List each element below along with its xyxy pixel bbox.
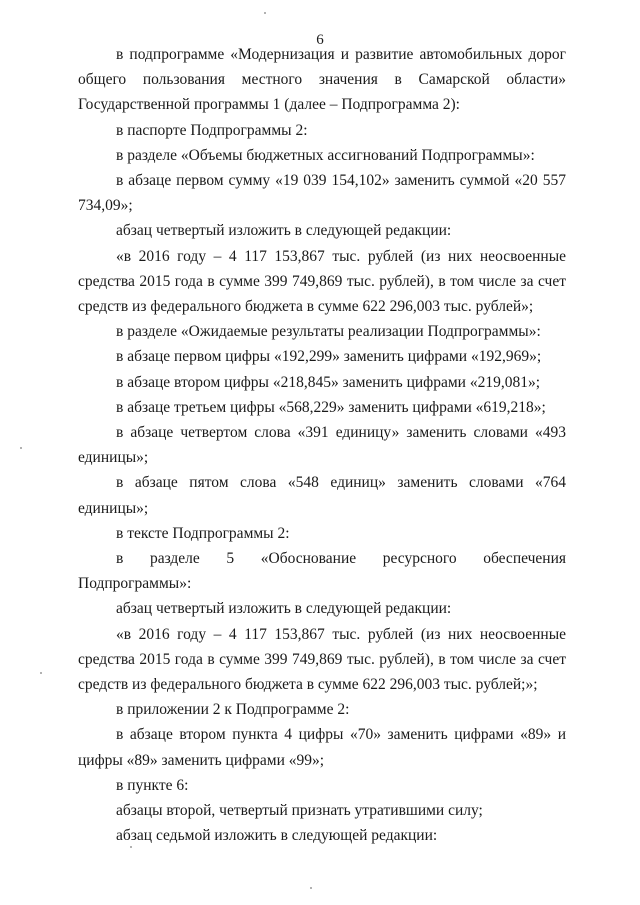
- scan-speck: [40, 672, 42, 674]
- scan-speck: [130, 846, 132, 848]
- paragraph-fourth-edit-2: абзац четвертый изложить в следующей редакции:: [116, 600, 452, 618]
- paragraph-seventh-edit: абзац седьмой изложить в следующей редакции:: [116, 827, 438, 845]
- paragraph-point-6: в пункте 6:: [116, 776, 189, 794]
- paragraph-2016-funding-2: «в 2016 году – 4 117 153,867 тыс. рублей (из них неосвоенные средства 2015 года в сумме 399 749,869 тыс. рублей), в том числе за счет средств из федерального бюджета в сумме 622 296,003 тыс. рублей;»;: [78, 625, 566, 694]
- paragraph-results-fourth: в абзаце четвертом слова «391 единицу» заменить словами «493 единицы»;: [78, 424, 566, 467]
- paragraph-results-fifth: в абзаце пятом слова «548 единиц» заменить словами «764 единицы»;: [78, 474, 566, 517]
- page-number: 6: [316, 32, 324, 48]
- scan-speck: [264, 12, 266, 14]
- paragraph-subprogram-text: в тексте Подпрограммы 2:: [116, 524, 290, 542]
- paragraph-passport: в паспорте Подпрограммы 2:: [116, 121, 308, 139]
- paragraph-section-5: в разделе 5 «Обоснование ресурсного обеспечения Подпрограммы»:: [78, 550, 566, 593]
- document-body: [78, 42, 566, 849]
- paragraph-expected-results: в разделе «Ожидаемые результаты реализации Подпрограммы»:: [116, 323, 541, 341]
- paragraph-first-amount: в абзаце первом сумму «19 039 154,102» заменить суммой «20 557 734,09»;: [78, 172, 566, 215]
- paragraph-appendix-2: в приложении 2 к Подпрограмме 2:: [116, 701, 350, 719]
- paragraph-fourth-edit: абзац четвертый изложить в следующей редакции:: [116, 222, 452, 240]
- paragraph-budget-section: в разделе «Объемы бюджетных ассигнований Подпрограммы»:: [116, 146, 535, 164]
- scan-speck: [310, 887, 312, 889]
- paragraph-results-second: в абзаце втором цифры «218,845» заменить цифрами «219,081»;: [116, 373, 540, 391]
- paragraph-repeal: абзацы второй, четвертый признать утратившими силу;: [116, 802, 483, 820]
- paragraph-2016-funding: «в 2016 году – 4 117 153,867 тыс. рублей (из них неосвоенные средства 2015 года в сумме 399 749,869 тыс. рублей), в том числе за счет средств из федерального бюджета в сумме 622 296,003 тыс. рублей»;: [78, 247, 566, 316]
- paragraph-point-4: в абзаце втором пункта 4 цифры «70» заменить цифрами «89» и цифры «89» заменить цифрами «99»;: [78, 726, 566, 769]
- paragraph-subprogram-intro: в подпрограмме «Модернизация и развитие автомобильных дорог общего пользования местного значения в Самарской области» Государственной программы 1 (далее – Подпрограмма 2):: [78, 46, 566, 114]
- scan-speck: [20, 447, 22, 449]
- paragraph-results-first: в абзаце первом цифры «192,299» заменить цифрами «192,969»;: [116, 348, 542, 366]
- paragraph-results-third: в абзаце третьем цифры «568,229» заменить цифрами «619,218»;: [116, 398, 546, 416]
